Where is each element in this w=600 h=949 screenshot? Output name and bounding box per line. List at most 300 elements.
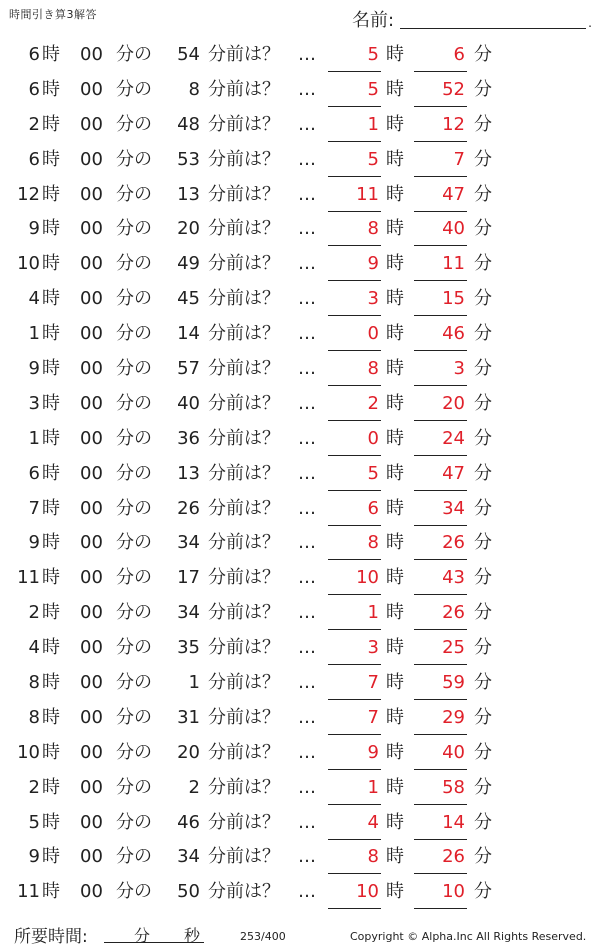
ellipsis: … <box>298 811 316 833</box>
answer-minute-unit: 分 <box>474 776 492 798</box>
answer-minute-box <box>414 771 467 805</box>
minutes-before-label: 分前は？ <box>208 323 280 345</box>
answer-hour-unit: 時 <box>386 183 404 205</box>
ellipsis: … <box>298 462 316 484</box>
ellipsis: … <box>298 706 316 728</box>
answer-minutes: 40 <box>442 218 465 240</box>
ellipsis: … <box>298 846 316 868</box>
problem-row <box>0 526 600 561</box>
answer-hour-box <box>328 247 381 281</box>
answer-minutes: 43 <box>442 567 465 589</box>
minutes-subtracted: 54 <box>177 44 200 65</box>
answer-minute-unit: 分 <box>474 532 492 554</box>
hour-unit: 時 <box>42 672 60 694</box>
answer-hour-unit: 時 <box>386 462 404 484</box>
answer-minute-unit: 分 <box>474 148 492 170</box>
minute-of-label: 分の <box>116 148 152 170</box>
hour-unit: 時 <box>42 706 60 728</box>
answer-minutes: 20 <box>442 392 465 414</box>
start-minutes: 00 <box>80 741 103 763</box>
minutes-subtracted: 45 <box>177 288 200 310</box>
minutes-before-label: 分前は？ <box>208 44 280 65</box>
problem-row <box>0 38 600 73</box>
minutes-before-label: 分前は？ <box>208 741 280 763</box>
minutes-subtracted: 2 <box>188 776 200 798</box>
hour-unit: 時 <box>42 253 60 275</box>
answer-hour: 5 <box>367 462 379 484</box>
problem-row <box>0 178 600 213</box>
answer-hour-unit: 時 <box>386 113 404 135</box>
copyright-notice: Copyright © Alpha.Inc All Rights Reserved. <box>350 930 587 943</box>
start-hour: 11 <box>17 881 40 903</box>
answer-hour-box <box>328 38 381 72</box>
answer-minute-box <box>414 317 467 351</box>
answer-minutes: 15 <box>442 288 465 310</box>
answer-minute-box <box>414 178 467 212</box>
answer-hour-box <box>328 526 381 560</box>
start-hour: 9 <box>28 218 40 240</box>
minutes-subtracted: 26 <box>177 497 200 519</box>
answer-minute-unit: 分 <box>474 392 492 414</box>
answer-hour: 8 <box>367 358 379 380</box>
minutes-before-label: 分前は？ <box>208 706 280 728</box>
minute-of-label: 分の <box>116 846 152 868</box>
answer-minutes: 12 <box>442 113 465 135</box>
answer-minutes: 29 <box>442 706 465 728</box>
start-minutes: 00 <box>80 497 103 519</box>
problem-row <box>0 596 600 631</box>
start-minutes: 00 <box>80 148 103 170</box>
answer-minute-unit: 分 <box>474 427 492 449</box>
minute-of-label: 分の <box>116 741 152 763</box>
ellipsis: … <box>298 532 316 554</box>
minute-of-label: 分の <box>116 462 152 484</box>
problem-row <box>0 422 600 457</box>
page-number: 253/400 <box>240 930 286 943</box>
minutes-subtracted: 13 <box>177 462 200 484</box>
answer-hour-box <box>328 282 381 316</box>
minutes-subtracted: 53 <box>177 148 200 170</box>
problem-row <box>0 736 600 771</box>
ellipsis: … <box>298 253 316 275</box>
start-hour: 5 <box>28 811 40 833</box>
minute-of-label: 分の <box>116 427 152 449</box>
start-hour: 2 <box>28 602 40 624</box>
minutes-subtracted: 48 <box>177 113 200 135</box>
answer-hour: 2 <box>367 392 379 414</box>
start-minutes: 00 <box>80 846 103 868</box>
answer-hour-unit: 時 <box>386 218 404 240</box>
answer-hour: 1 <box>367 602 379 624</box>
answer-hour-box <box>328 840 381 874</box>
hour-unit: 時 <box>42 78 60 100</box>
answer-hour-unit: 時 <box>386 253 404 275</box>
answer-minute-box <box>414 596 467 630</box>
answer-hour-box <box>328 143 381 177</box>
problem-row <box>0 317 600 352</box>
hour-unit: 時 <box>42 44 60 65</box>
minutes-before-label: 分前は？ <box>208 462 280 484</box>
minutes-before-label: 分前は？ <box>208 113 280 135</box>
answer-minute-unit: 分 <box>474 602 492 624</box>
start-minutes: 00 <box>80 218 103 240</box>
problem-row <box>0 875 600 910</box>
answer-minute-unit: 分 <box>474 78 492 100</box>
minutes-subtracted: 46 <box>177 811 200 833</box>
minutes-subtracted: 20 <box>177 218 200 240</box>
answer-hour-unit: 時 <box>386 497 404 519</box>
minute-of-label: 分の <box>116 183 152 205</box>
minute-of-label: 分の <box>116 532 152 554</box>
ellipsis: … <box>298 78 316 100</box>
answer-minute-box <box>414 666 467 700</box>
answer-minute-unit: 分 <box>474 567 492 589</box>
answer-minute-box <box>414 736 467 770</box>
answer-hour-box <box>328 771 381 805</box>
minutes-before-label: 分前は？ <box>208 881 280 903</box>
answer-minute-box <box>414 212 467 246</box>
answer-minutes: 6 <box>453 44 465 65</box>
answer-hour-unit: 時 <box>386 602 404 624</box>
minute-of-label: 分の <box>116 881 152 903</box>
start-hour: 2 <box>28 776 40 798</box>
answer-minute-unit: 分 <box>474 113 492 135</box>
start-hour: 4 <box>28 637 40 659</box>
problem-row <box>0 631 600 666</box>
answer-minute-box <box>414 492 467 526</box>
answer-hour-unit: 時 <box>386 846 404 868</box>
ellipsis: … <box>298 218 316 240</box>
answer-minute-unit: 分 <box>474 323 492 345</box>
problem-row <box>0 108 600 143</box>
minutes-before-label: 分前は？ <box>208 288 280 310</box>
hour-unit: 時 <box>42 358 60 380</box>
answer-hour-box <box>328 422 381 456</box>
answer-minute-box <box>414 108 467 142</box>
start-hour: 6 <box>28 44 40 65</box>
answer-hour-unit: 時 <box>386 148 404 170</box>
minutes-before-label: 分前は？ <box>208 497 280 519</box>
answer-minutes: 24 <box>442 427 465 449</box>
minutes-before-label: 分前は？ <box>208 811 280 833</box>
answer-hour-box <box>328 806 381 840</box>
problem-row <box>0 457 600 492</box>
start-minutes: 00 <box>80 183 103 205</box>
hour-unit: 時 <box>42 497 60 519</box>
hour-unit: 時 <box>42 846 60 868</box>
answer-minutes: 25 <box>442 637 465 659</box>
minute-of-label: 分の <box>116 567 152 589</box>
answer-minute-box <box>414 143 467 177</box>
answer-hour-unit: 時 <box>386 392 404 414</box>
start-minutes: 00 <box>80 776 103 798</box>
answer-hour-box <box>328 387 381 421</box>
start-hour: 9 <box>28 358 40 380</box>
minutes-before-label: 分前は？ <box>208 427 280 449</box>
answer-minute-box <box>414 701 467 735</box>
start-hour: 11 <box>17 567 40 589</box>
answer-hour: 8 <box>367 218 379 240</box>
answer-minute-unit: 分 <box>474 846 492 868</box>
answer-minutes: 34 <box>442 497 465 519</box>
answer-hour-box <box>328 736 381 770</box>
minutes-subtracted: 34 <box>177 846 200 868</box>
start-hour: 8 <box>28 706 40 728</box>
ellipsis: … <box>298 741 316 763</box>
start-hour: 12 <box>17 183 40 205</box>
name-end-mark: . <box>588 16 592 30</box>
answer-minutes: 7 <box>453 148 465 170</box>
answer-hour: 9 <box>367 253 379 275</box>
start-hour: 9 <box>28 532 40 554</box>
answer-hour-unit: 時 <box>386 288 404 310</box>
hour-unit: 時 <box>42 881 60 903</box>
answer-minute-unit: 分 <box>474 811 492 833</box>
answer-hour-box <box>328 875 381 909</box>
minute-of-label: 分の <box>116 392 152 414</box>
answer-hour-box <box>328 178 381 212</box>
ellipsis: … <box>298 602 316 624</box>
answer-minute-box <box>414 457 467 491</box>
start-hour: 6 <box>28 78 40 100</box>
answer-hour-unit: 時 <box>386 881 404 903</box>
answer-minute-box <box>414 247 467 281</box>
answer-minute-unit: 分 <box>474 253 492 275</box>
hour-unit: 時 <box>42 183 60 205</box>
start-minutes: 00 <box>80 427 103 449</box>
ellipsis: … <box>298 113 316 135</box>
problem-row <box>0 247 600 282</box>
answer-hour-unit: 時 <box>386 427 404 449</box>
minute-of-label: 分の <box>116 672 152 694</box>
minutes-subtracted: 35 <box>177 637 200 659</box>
answer-hour: 11 <box>356 183 379 205</box>
minute-of-label: 分の <box>116 811 152 833</box>
ellipsis: … <box>298 44 316 65</box>
answer-minute-box <box>414 840 467 874</box>
start-hour: 3 <box>28 392 40 414</box>
answer-minutes: 26 <box>442 602 465 624</box>
answer-minute-box <box>414 422 467 456</box>
minutes-subtracted: 36 <box>177 427 200 449</box>
ellipsis: … <box>298 148 316 170</box>
hour-unit: 時 <box>42 637 60 659</box>
answer-hour-unit: 時 <box>386 532 404 554</box>
problem-row <box>0 352 600 387</box>
minute-of-label: 分の <box>116 44 152 65</box>
answer-hour: 5 <box>367 44 379 65</box>
start-hour: 6 <box>28 148 40 170</box>
start-minutes: 00 <box>80 78 103 100</box>
answer-minute-box <box>414 875 467 909</box>
start-minutes: 00 <box>80 323 103 345</box>
answer-minute-unit: 分 <box>474 497 492 519</box>
hour-unit: 時 <box>42 741 60 763</box>
start-hour: 4 <box>28 288 40 310</box>
answer-minutes: 10 <box>442 881 465 903</box>
hour-unit: 時 <box>42 288 60 310</box>
start-minutes: 00 <box>80 602 103 624</box>
footer-seconds-label: 秒 <box>184 926 201 945</box>
problem-row <box>0 143 600 178</box>
answer-hour: 8 <box>367 532 379 554</box>
answer-minute-box <box>414 38 467 72</box>
hour-unit: 時 <box>42 323 60 345</box>
ellipsis: … <box>298 358 316 380</box>
minutes-before-label: 分前は？ <box>208 358 280 380</box>
problem-row <box>0 73 600 108</box>
ellipsis: … <box>298 392 316 414</box>
start-minutes: 00 <box>80 113 103 135</box>
minutes-before-label: 分前は？ <box>208 183 280 205</box>
answer-hour-unit: 時 <box>386 706 404 728</box>
footer-minutes-label: 分 <box>134 926 151 945</box>
answer-hour-unit: 時 <box>386 567 404 589</box>
answer-hour: 8 <box>367 846 379 868</box>
minutes-subtracted: 13 <box>177 183 200 205</box>
start-minutes: 00 <box>80 811 103 833</box>
answer-minutes: 47 <box>442 462 465 484</box>
answer-minute-box <box>414 387 467 421</box>
answer-minute-unit: 分 <box>474 881 492 903</box>
answer-minutes: 3 <box>453 358 465 380</box>
hour-unit: 時 <box>42 811 60 833</box>
answer-minute-unit: 分 <box>474 706 492 728</box>
start-hour: 7 <box>28 497 40 519</box>
start-minutes: 00 <box>80 637 103 659</box>
answer-hour: 3 <box>367 288 379 310</box>
answer-hour: 0 <box>367 323 379 345</box>
hour-unit: 時 <box>42 602 60 624</box>
minute-of-label: 分の <box>116 706 152 728</box>
answer-hour-unit: 時 <box>386 741 404 763</box>
name-field <box>352 6 592 32</box>
start-minutes: 00 <box>80 881 103 903</box>
minutes-subtracted: 8 <box>188 78 200 100</box>
start-hour: 9 <box>28 846 40 868</box>
problem-row <box>0 492 600 527</box>
answer-hour: 0 <box>367 427 379 449</box>
minutes-subtracted: 57 <box>177 358 200 380</box>
ellipsis: … <box>298 881 316 903</box>
start-hour: 10 <box>17 741 40 763</box>
minute-of-label: 分の <box>116 602 152 624</box>
answer-hour: 6 <box>367 497 379 519</box>
answer-hour-unit: 時 <box>386 44 404 65</box>
answer-hour: 9 <box>367 741 379 763</box>
minutes-subtracted: 31 <box>177 706 200 728</box>
footer <box>0 918 600 948</box>
hour-unit: 時 <box>42 567 60 589</box>
problem-row <box>0 561 600 596</box>
minutes-before-label: 分前は？ <box>208 253 280 275</box>
minutes-subtracted: 17 <box>177 567 200 589</box>
problem-row <box>0 771 600 806</box>
name-label: 名前: <box>352 10 395 31</box>
answer-minute-unit: 分 <box>474 672 492 694</box>
problem-row <box>0 212 600 247</box>
minutes-before-label: 分前は？ <box>208 672 280 694</box>
ellipsis: … <box>298 323 316 345</box>
answer-minute-box <box>414 561 467 595</box>
answer-hour-unit: 時 <box>386 358 404 380</box>
start-minutes: 00 <box>80 462 103 484</box>
minute-of-label: 分の <box>116 358 152 380</box>
start-minutes: 00 <box>80 288 103 310</box>
minutes-before-label: 分前は？ <box>208 78 280 100</box>
start-minutes: 00 <box>80 706 103 728</box>
hour-unit: 時 <box>42 392 60 414</box>
worksheet-title: 時間引き算3解答 <box>9 8 97 21</box>
minute-of-label: 分の <box>116 776 152 798</box>
minute-of-label: 分の <box>116 113 152 135</box>
start-hour: 1 <box>28 323 40 345</box>
ellipsis: … <box>298 776 316 798</box>
hour-unit: 時 <box>42 427 60 449</box>
start-minutes: 00 <box>80 358 103 380</box>
problem-list <box>0 38 600 910</box>
answer-hour-box <box>328 631 381 665</box>
minutes-before-label: 分前は？ <box>208 602 280 624</box>
answer-hour: 7 <box>367 672 379 694</box>
minutes-before-label: 分前は？ <box>208 532 280 554</box>
problem-row <box>0 840 600 875</box>
answer-minute-unit: 分 <box>474 741 492 763</box>
start-hour: 6 <box>28 462 40 484</box>
answer-minute-box <box>414 282 467 316</box>
answer-hour: 10 <box>356 881 379 903</box>
required-time-label: 所要時間: <box>14 927 88 947</box>
answer-hour-box <box>328 596 381 630</box>
answer-minute-box <box>414 352 467 386</box>
ellipsis: … <box>298 672 316 694</box>
answer-minutes: 52 <box>442 78 465 100</box>
name-underline <box>400 28 586 29</box>
minute-of-label: 分の <box>116 78 152 100</box>
problem-row <box>0 806 600 841</box>
answer-hour-box <box>328 666 381 700</box>
answer-minute-unit: 分 <box>474 183 492 205</box>
answer-minutes: 47 <box>442 183 465 205</box>
answer-hour-box <box>328 108 381 142</box>
answer-minute-unit: 分 <box>474 637 492 659</box>
answer-minute-box <box>414 806 467 840</box>
ellipsis: … <box>298 567 316 589</box>
answer-hour-unit: 時 <box>386 776 404 798</box>
answer-hour-box <box>328 701 381 735</box>
answer-minutes: 14 <box>442 811 465 833</box>
start-minutes: 00 <box>80 532 103 554</box>
answer-hour-unit: 時 <box>386 637 404 659</box>
minute-of-label: 分の <box>116 253 152 275</box>
start-hour: 1 <box>28 427 40 449</box>
answer-minutes: 58 <box>442 776 465 798</box>
minute-of-label: 分の <box>116 637 152 659</box>
answer-minute-unit: 分 <box>474 358 492 380</box>
start-hour: 8 <box>28 672 40 694</box>
start-minutes: 00 <box>80 567 103 589</box>
answer-hour: 7 <box>367 706 379 728</box>
start-minutes: 00 <box>80 672 103 694</box>
hour-unit: 時 <box>42 148 60 170</box>
answer-hour-box <box>328 317 381 351</box>
answer-hour-box <box>328 457 381 491</box>
answer-hour-box <box>328 561 381 595</box>
ellipsis: … <box>298 637 316 659</box>
hour-unit: 時 <box>42 113 60 135</box>
answer-hour-unit: 時 <box>386 811 404 833</box>
minutes-before-label: 分前は？ <box>208 567 280 589</box>
